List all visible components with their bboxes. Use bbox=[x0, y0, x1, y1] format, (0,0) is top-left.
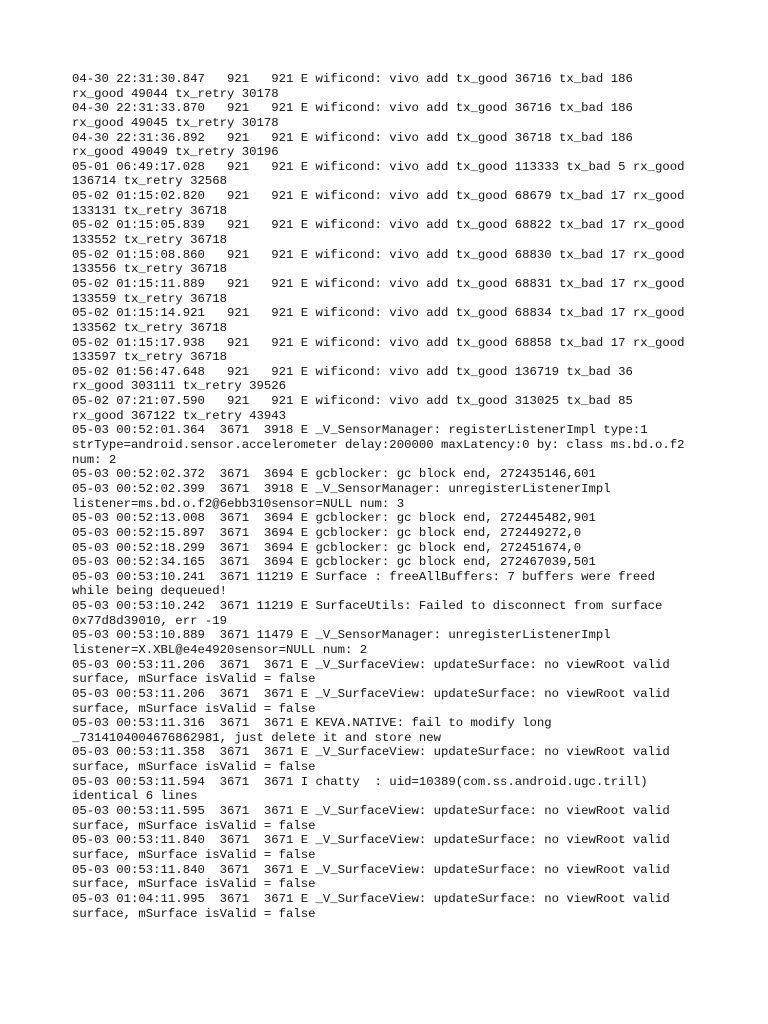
log-line: 05-03 00:53:10.242 3671 11219 E SurfaceUtils: Failed to disconnect from surface bbox=[72, 599, 663, 614]
log-line: listener=ms.bd.o.f2@6ebb310sensor=NULL num: 3 bbox=[72, 496, 405, 511]
log-line: surface, mSurface isValid = false bbox=[72, 760, 316, 775]
log-line: 05-02 01:56:47.648 921 921 E wificond: vivo add tx_good 136719 tx_bad 36 bbox=[72, 364, 633, 379]
log-line: 05-02 01:15:14.921 921 921 E wificond: vivo add tx_good 68834 tx_bad 17 rx_good bbox=[72, 306, 685, 321]
log-line: 133559 tx_retry 36718 bbox=[72, 291, 227, 306]
log-line: while being dequeued! bbox=[72, 584, 227, 599]
log-line: 05-03 01:04:11.995 3671 3671 E _V_SurfaceView: updateSurface: no viewRoot valid bbox=[72, 891, 670, 906]
log-line: 04-30 22:31:30.847 921 921 E wificond: vivo add tx_good 36716 tx_bad 186 bbox=[72, 72, 633, 86]
log-line: num: 2 bbox=[72, 452, 117, 467]
log-line: rx_good 367122 tx_retry 43943 bbox=[72, 408, 287, 423]
log-line: surface, mSurface isValid = false bbox=[72, 877, 316, 892]
log-line: 05-03 00:53:11.840 3671 3671 E _V_SurfaceView: updateSurface: no viewRoot valid bbox=[72, 862, 670, 877]
log-line: rx_good 49045 tx_retry 30178 bbox=[72, 115, 279, 130]
log-line: 05-03 00:53:11.206 3671 3671 E _V_SurfaceView: updateSurface: no viewRoot valid bbox=[72, 686, 670, 701]
log-line: surface, mSurface isValid = false bbox=[72, 847, 316, 862]
log-line: 05-03 00:52:18.299 3671 3694 E gcblocker: gc block end, 272451674,0 bbox=[72, 540, 582, 555]
log-line: 05-02 01:15:11.889 921 921 E wificond: vivo add tx_good 68831 tx_bad 17 rx_good bbox=[72, 276, 685, 291]
log-line: 05-03 00:53:11.594 3671 3671 I chatty : uid=10389(com.ss.android.ugc.trill) bbox=[72, 774, 648, 789]
log-line: 136714 tx_retry 32568 bbox=[72, 174, 227, 189]
log-line: surface, mSurface isValid = false bbox=[72, 818, 316, 833]
log-line: 05-03 00:53:11.316 3671 3671 E KEVA.NATIVE: fail to modify long bbox=[72, 716, 552, 731]
log-line: 05-03 00:52:15.897 3671 3694 E gcblocker: gc block end, 272449272,0 bbox=[72, 525, 582, 540]
log-line: 05-03 00:53:10.241 3671 11219 E Surface : freeAllBuffers: 7 buffers were freed bbox=[72, 569, 655, 584]
log-line: 0x77d8d39010, err -19 bbox=[72, 613, 227, 628]
log-line: 04-30 22:31:33.870 921 921 E wificond: vivo add tx_good 36716 tx_bad 186 bbox=[72, 101, 633, 116]
log-line: 05-03 00:53:11.595 3671 3671 E _V_SurfaceView: updateSurface: no viewRoot valid bbox=[72, 804, 670, 819]
log-line: rx_good 49049 tx_retry 30196 bbox=[72, 145, 279, 160]
log-line: 133556 tx_retry 36718 bbox=[72, 262, 227, 277]
log-line: rx_good 303111 tx_retry 39526 bbox=[72, 379, 287, 394]
log-line: 05-03 00:52:02.372 3671 3694 E gcblocker: gc block end, 272435146,601 bbox=[72, 467, 596, 482]
log-line: 04-30 22:31:36.892 921 921 E wificond: vivo add tx_good 36718 tx_bad 186 bbox=[72, 130, 633, 145]
log-line: 05-02 01:15:08.860 921 921 E wificond: vivo add tx_good 68830 tx_bad 17 rx_good bbox=[72, 247, 685, 262]
log-line: 05-02 01:15:05.839 921 921 E wificond: vivo add tx_good 68822 tx_bad 17 rx_good bbox=[72, 218, 685, 233]
log-line: 05-03 00:52:13.008 3671 3694 E gcblocker: gc block end, 272445482,901 bbox=[72, 511, 596, 526]
log-line: strType=android.sensor.accelerometer delay:200000 maxLatency:0 by: class ms.bd.o.f2 bbox=[72, 438, 685, 453]
log-line: 05-03 00:53:11.840 3671 3671 E _V_SurfaceView: updateSurface: no viewRoot valid bbox=[72, 833, 670, 848]
log-line: _7314104004676862981, just delete it and store new bbox=[72, 730, 441, 745]
log-line: listener=X.XBL@e4e4920sensor=NULL num: 2 bbox=[72, 642, 368, 657]
log-line: surface, mSurface isValid = false bbox=[72, 906, 316, 921]
log-line: identical 6 lines bbox=[72, 789, 198, 804]
log-line: 05-02 01:15:02.820 921 921 E wificond: vivo add tx_good 68679 tx_bad 17 rx_good bbox=[72, 189, 685, 204]
log-line: 133597 tx_retry 36718 bbox=[72, 350, 227, 365]
log-line: 05-02 07:21:07.590 921 921 E wificond: vivo add tx_good 313025 tx_bad 85 bbox=[72, 394, 633, 409]
log-line: rx_good 49044 tx_retry 30178 bbox=[72, 86, 279, 101]
log-line: 133552 tx_retry 36718 bbox=[72, 233, 227, 248]
log-line: 05-01 06:49:17.028 921 921 E wificond: vivo add tx_good 113333 tx_bad 5 rx_good bbox=[72, 159, 685, 174]
log-line: 05-03 00:52:02.399 3671 3918 E _V_SensorManager: unregisterListenerImpl bbox=[72, 481, 611, 496]
log-line: 05-03 00:53:11.206 3671 3671 E _V_SurfaceView: updateSurface: no viewRoot valid bbox=[72, 657, 670, 672]
log-line: 05-03 00:53:10.889 3671 11479 E _V_SensorManager: unregisterListenerImpl bbox=[72, 628, 611, 643]
log-line: 05-03 00:53:11.358 3671 3671 E _V_SurfaceView: updateSurface: no viewRoot valid bbox=[72, 745, 670, 760]
log-line: 133131 tx_retry 36718 bbox=[72, 203, 227, 218]
log-line: 133562 tx_retry 36718 bbox=[72, 320, 227, 335]
log-line: 05-03 00:52:34.165 3671 3694 E gcblocker: gc block end, 272467039,501 bbox=[72, 555, 596, 570]
log-line: 05-02 01:15:17.938 921 921 E wificond: vivo add tx_good 68858 tx_bad 17 rx_good bbox=[72, 335, 685, 350]
log-text-block bbox=[72, 72, 712, 921]
log-line: surface, mSurface isValid = false bbox=[72, 672, 316, 687]
log-line: 05-03 00:52:01.364 3671 3918 E _V_SensorManager: registerListenerImpl type:1 bbox=[72, 423, 648, 438]
log-line: surface, mSurface isValid = false bbox=[72, 701, 316, 716]
